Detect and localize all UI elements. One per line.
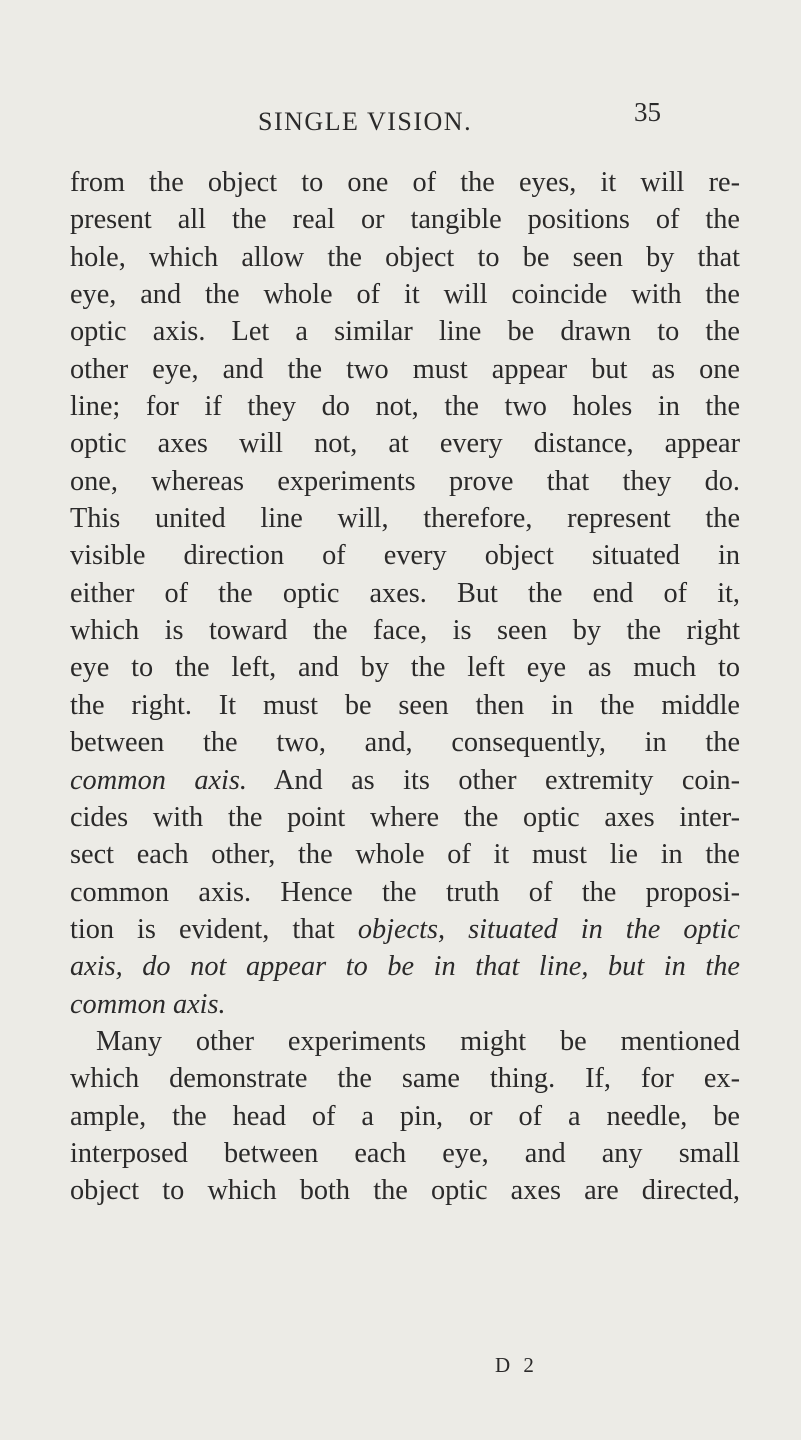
text-line: visible direction of every object situated in <box>70 540 740 572</box>
text-line: one, whereas experiments prove that they do. <box>70 465 740 497</box>
text-line: the right. It must be seen then in the middle <box>70 689 740 721</box>
text-span: tion is evident, that <box>70 913 358 945</box>
text-line: between the two, and, consequently, in the <box>70 727 740 759</box>
text-line: cides with the point where the optic axes inter- <box>70 801 740 833</box>
text-line <box>70 986 740 1023</box>
text-line: object to which both the optic axes are directed, <box>70 1175 740 1207</box>
text-line: This united line will, therefore, represent the <box>70 503 740 535</box>
text-line: which is toward the face, is seen by the right <box>70 615 740 647</box>
signature-mark: D 2 <box>495 1353 538 1377</box>
text-line: other eye, and the two must appear but as one <box>70 353 740 385</box>
paragraph-start-line: Many other experiments might be mentioned <box>96 1025 740 1057</box>
text-line: optic axis. Let a similar line be drawn to the <box>70 316 740 348</box>
text-line <box>70 911 740 948</box>
text-line: from the object to one of the eyes, it will re- <box>70 167 740 198</box>
page-number: 35 <box>634 97 661 127</box>
italic-phrase: common axis. <box>70 988 226 1020</box>
text-line <box>70 762 740 799</box>
text-line: common axis. Hence the truth of the proposi- <box>70 876 740 908</box>
text-line: interposed between each eye, and any small <box>70 1137 740 1169</box>
text-span: And as its other extremity coin- <box>247 764 740 796</box>
italic-phrase: axis, do not appear to be in that line, but in the <box>70 951 740 983</box>
text-line: eye, and the whole of it will coincide with the <box>70 279 740 311</box>
text-line: which demonstrate the same thing. If, for ex- <box>70 1063 740 1095</box>
text-line: either of the optic axes. But the end of it, <box>70 577 740 609</box>
text-line: optic axes will not, at every distance, appear <box>70 428 740 460</box>
text-line: eye to the left, and by the left eye as much to <box>70 652 740 684</box>
running-head: SINGLE VISION. <box>258 107 473 136</box>
text-line <box>70 948 740 985</box>
italic-phrase: common axis. <box>70 764 247 796</box>
text-line: hole, which allow the object to be seen by that <box>70 241 740 273</box>
text-line: present all the real or tangible positions of the <box>70 204 740 236</box>
italic-phrase: objects, situated in the optic <box>357 913 740 945</box>
body-text <box>70 164 740 1210</box>
text-line: ample, the head of a pin, or of a needle, be <box>70 1100 740 1132</box>
text-line: line; for if they do not, the two holes in the <box>70 391 740 423</box>
text-line: sect each other, the whole of it must lie in the <box>70 839 740 871</box>
